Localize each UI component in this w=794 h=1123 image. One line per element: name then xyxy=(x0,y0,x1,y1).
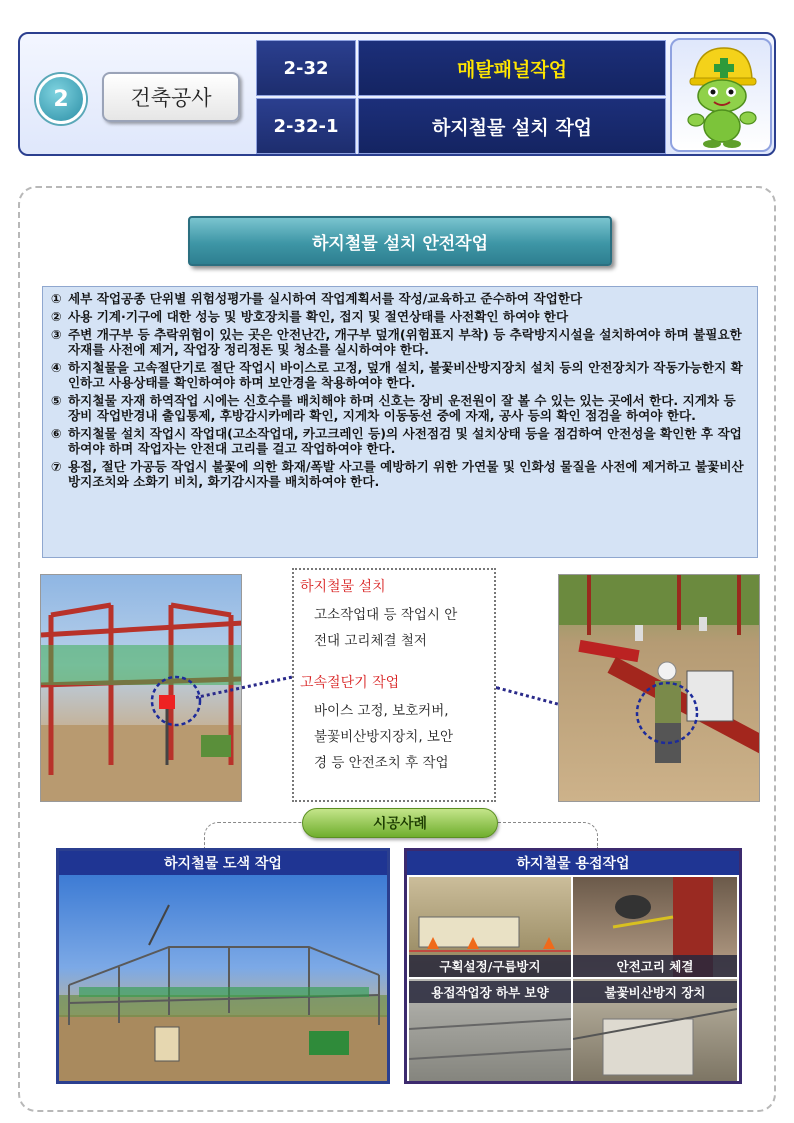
photo-caption: 안전고리 체결 xyxy=(573,955,737,977)
content-panel xyxy=(18,186,776,1112)
case-title-welding: 하지철물 용접작업 xyxy=(407,851,739,875)
list-item: ④ 하지철물을 고속절단기로 절단 작업시 바이스로 고정, 덮개 설치, 불꽃비산방지장치 설치 등의 안전장치가 작동가능한지 확인하고 사용상태를 확인하여야 하며 보안경을 착용하여야 한다. xyxy=(51,360,743,390)
list-item: ① 세부 작업공종 단위별 위험성평가를 실시하여 작업계획서를 작성/교육하고 준수하여 작업한다 xyxy=(51,291,583,306)
painting-work-photo xyxy=(59,875,387,1081)
case-painting xyxy=(56,848,390,1084)
photo-caption: 구획설정/구름방지 xyxy=(409,955,571,977)
safety-section-title: 하지철물 설치 안전작업 xyxy=(188,216,612,266)
subsection-code: 2-32-1 xyxy=(256,98,356,154)
section-title-main: 매탈패널작업 xyxy=(358,40,666,96)
list-item: ② 사용 기계·기구에 대한 성능 및 방호장치를 확인, 접지 및 절연상태를 사전확인 하여야 한다 xyxy=(51,309,569,324)
chapter-label: 건축공사 xyxy=(102,72,240,122)
callout-text: 경 등 안전조치 후 작업 xyxy=(314,755,449,771)
case-title-painting: 하지철물 도색 작업 xyxy=(59,851,387,875)
list-item: ③ 주변 개구부 등 추락위험이 있는 곳은 안전난간, 개구부 덮개(위험표지 부착) 등 추락방지시설을 설치하여야 하며 불필요한 자재를 사전에 제거, 작업장 정리정돈 및 청소를 실시하여야 한다. xyxy=(51,327,742,357)
construction-case-pill: 시공사례 xyxy=(302,808,498,838)
list-item: ⑤ 하지철물 자재 하역작업 시에는 신호수를 배치해야 하며 신호는 장비 운전원이 잘 볼 수 있는 있는 곳에서 한다. 지게차 등 장비 작업반경내 출입통제, 후방감시카메라 확인, 지게차 이동동선 중에 자재, 공사 등의 확인 점검을 하여야 한다. xyxy=(51,393,736,423)
welding-photo-grid xyxy=(409,877,737,1081)
case-welding xyxy=(404,848,742,1084)
callout-heading-cutter: 고속절단기 작업 xyxy=(300,675,400,691)
mascot-image xyxy=(670,38,772,152)
callout-text: 불꽃비산방지장치, 보안 xyxy=(314,729,453,745)
section-title-sub: 하지철물 설치 작업 xyxy=(358,98,666,154)
welding-photo xyxy=(409,979,571,1081)
welding-photo xyxy=(573,877,737,977)
work-callout xyxy=(292,568,496,802)
steel-frame-install-photo xyxy=(40,574,242,802)
callout-text: 고소작업대 등 작업시 안 xyxy=(314,607,458,623)
callout-text: 전대 고리체결 철저 xyxy=(314,633,427,649)
page-header xyxy=(18,32,776,156)
callout-heading-install: 하지철물 설치 xyxy=(300,579,386,595)
list-item: ⑥ 하지철물 설치 작업시 작업대(고소작업대, 카고크레인 등)의 사전점검 및 설치상태 등을 점검하여 안전성을 확인한 후 작업하여야 하며 작업자는 안전대 고리를 걸고 작업하여야 한다. xyxy=(51,426,742,456)
list-item: ⑦ 용접, 절단 가공등 작업시 불꽃에 의한 화재/폭발 사고를 예방하기 위한 가연물 및 인화성 물질을 사전에 제거하고 불꽃비산방지조치와 소화기 비치, 화기감시자를 배치하여야 한다. xyxy=(51,459,744,489)
safety-rules-list xyxy=(42,286,758,558)
photo-caption: 불꽃비산방지 장치 xyxy=(573,981,737,1003)
welding-photo xyxy=(573,979,737,1081)
case-bracket-line xyxy=(204,822,302,848)
callout-text: 바이스 고정, 보호커버, xyxy=(314,703,449,719)
welding-photo xyxy=(409,877,571,977)
photo-caption: 용접작업장 하부 보양 xyxy=(409,981,571,1003)
chapter-number-badge: 2 xyxy=(36,74,86,124)
high-speed-cutter-photo xyxy=(558,574,760,802)
section-code: 2-32 xyxy=(256,40,356,96)
case-bracket-line xyxy=(498,822,598,848)
